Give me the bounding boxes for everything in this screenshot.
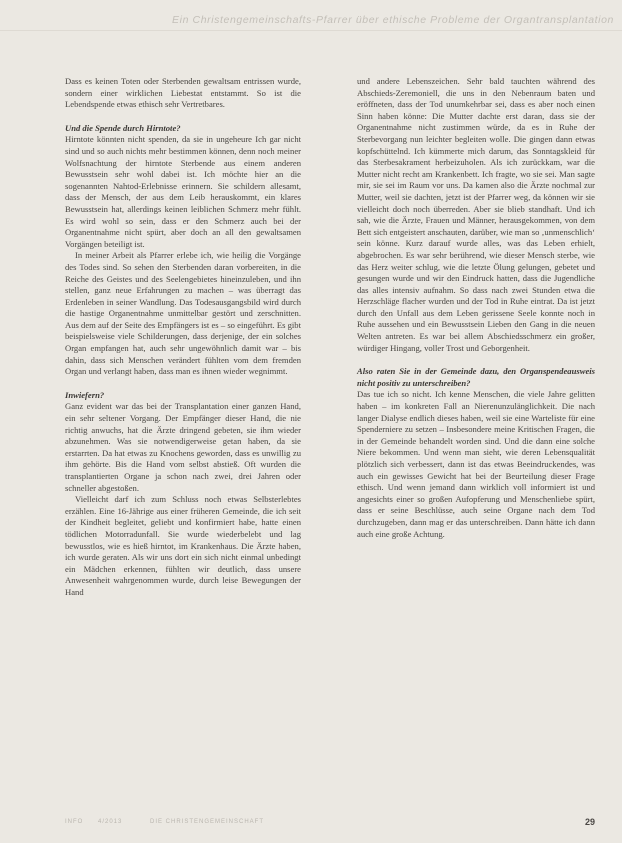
paragraph: Hirntote könnten nicht spenden, da sie in ungeheure Ich gar nicht sind und so auch nichts mehr bestimmen können, denn noch meiner Wolfsnachtung der hirntote Sterbende aus einem anderen Bewusstsein sehr wohl dabei ist. Ich möchte hier an die sogenannten Nahtod-Erlebnisse erinnern. Sie schildern allesamt, dass der Mensch, der aus dem Leib herauskommt, ein klares Bewusstsein hat, allerdings keinen leiblichen Schmerz mehr fühlt. Es wird wohl so sein, dass er den Schmerz auch bei der Organentnahme nicht spürt, aber doch an all den gewaltsamen Vorgängen beteiligt ist.	[65, 134, 301, 249]
interview-question: Also raten Sie in der Gemeinde dazu, den Organspendeausweis nicht positiv zu unterschreiben?	[357, 366, 595, 388]
interview-question: Inwiefern?	[65, 389, 105, 400]
paragraph: In meiner Arbeit als Pfarrer erlebe ich, wie heilig die Vorgänge des Todes sind. So sehen den Sterbenden daran vorbereiten, in die Reiche des Geistes und des Seelengebietes hineinzuleben, und ihn stellen, ganz neue Erfahrungen zu machen – was überragt das Erdenleben in seiner Wandlung. Das Todesausgangsbild wird durch die hastige Organentnahme unmittelbar gestört und zerschnitten. Aus dem auf der Seite des Empfängers ist es – so eingeführt. Es gibt beispielsweise viele Schilderungen, dass derjenige, der ein solches Organ empfangen hat, auch sehr ungewöhnlich damit war – bis dahin, dass sich Menschen verändert fühlten vom dem fremden Organ und verlangt haben, dass man es ihnen wieder wegnimmt.	[65, 250, 301, 377]
interview-question: Und die Spende durch Hirntote?	[65, 122, 181, 133]
page-number: 29	[585, 817, 596, 827]
footer-publication: DIE CHRISTENGEMEINSCHAFT	[150, 819, 265, 825]
footer-issue: 4/2013	[98, 819, 123, 825]
right-column	[357, 76, 595, 540]
paragraph: und andere Lebenszeichen. Sehr bald tauchten während des Abschieds-Zeremoniell, die uns in den Nebenraum baten und eröffneten, dass der Tod unumkehrbar sei, dass es aber noch einen Sinn haben könne: Die Mutter dachte erst daran, dass sie der Organentnahme nicht zustimmen würde, da es in Ruhe der Sterbevorgang nun leichter begleiten wolle. Die gingen dann etwas kopfschüttelnd. Ich kümmerte mich darum, das Sonntagskleid für das Sterbesakrament herbeizuholen. Als ich zurückkam, war die Mutter nicht recht am Krankenbett. Ich fragte, wo sie sei. Man sagte mir, sie sei im Raum vor uns. Da kamen also die Ärzte nochmal zur Mutter, weil sie dachten, jetzt ist der Pfarrer weg, da können wir sie vielleicht doch noch überreden. Aber sie blieb standhaft. Und ich sah, wie die Ärzte, Frauen und Männer, herausgekommen, von dem Bett sich entgeistert anschauten, darüber, wie man so ‚unmenschlich‘ sein könne. Kurz darauf wurde alles, was das Leben erhielt, abgebrochen. Es war sehr berührend, wie dieser Mensch sterbe, wie das Herz weiter schlug, wie die letzte Ölung gelungen, gebetet und gesungen wurde und wir den Eindruck hatten, dass die Jugendliche das alles intensiv aufnahm. So dass nach zwei Stunden etwa die Herzschläge flacher wurden und der Tod in Ruhe eintrat. Da ist jetzt durch den Unfall aus dem Leben gerissene Seele konnte noch in Ruhe aussehen und ein Bewusstsein Lieben den Gang in die neuen Welten antreten. Es war bei allem Abschiedsschmerz ein großer, würdiger Hingang, voller Trost und Geborgenheit.	[357, 76, 595, 353]
paragraph: Das tue ich so nicht. Ich kenne Menschen, die viele Jahre gelitten haben – im konkreten Fall an Nierenunzulänglichkeit. Die nach langer Dialyse endlich dieses haben, weil sie eine Warteliste für eine Spenderniere zu setzen – Insbesondere meine Kritischen Fragen, die in der Gemeinde behandelt worden sind. Und die dann eine solche Niere bekommen. Und wenn man sieht, wie deren Lebensqualität plötzlich sich verbessert, dann ist das etwas Beeindruckendes, was auch ein gewisses Gewicht hat bei der Beurteilung dieser Frage ethisch. Und wenn jemand dann wirklich voll informiert ist und angesichts einer so großen Aufopferung und Menschenliebe spürt, dass er seine Beschlüsse, auch seine Organe nach dem Tod durchzugeben, dann mag er das unterschreiben. Dann hätte ich dann auch eine große Achtung.	[357, 389, 595, 539]
page-footer	[0, 819, 622, 833]
running-head: Ein Christengemeinschafts-Pfarrer über ethische Probleme der Organtransplantation	[172, 14, 614, 26]
paragraph: Vielleicht darf ich zum Schluss noch etwas Selbsterlebtes erzählen. Eine 16-Jährige aus einer früheren Gemeinde, die ich seit der Kindheit begleitet, geliebt und konfirmiert habe, hatte einen tödlichen Motorradunfall. Sie wurde wiederbelebt und lag bewusstlos, wie es hieß hirntot, im Krankenhaus. Die Ärzte haben, ich wurde geraten. Als wir uns dort ein sich nicht einmal unbedingt ein Mädchen erkennen, fühlten wir deutlich, dass unsere Anwesenheit wahrgenommen wurde, durch leise Bewegungen der Hand	[65, 494, 301, 597]
header-rule	[0, 30, 622, 31]
footer-label: INFO	[65, 819, 84, 825]
paragraph: Ganz evident war das bei der Transplantation einer ganzen Hand, ein sehr seltener Vorgang. Der Empfänger dieser Hand, die nie richtig anwuchs, hat die Ärzte dringend gebeten, sie ihm wieder abzunehmen. Was sie notwendigerweise getan haben, da sie erstarrten. Da hat etwas zu Knochens geworden, dass es unwillig zu ihm gehörte. Bis die Hand vom selbst abstieß. Oft wurden die transplantierten Organe ja schon nach zwei, drei Jahren oder schneller abgestoßen.	[65, 401, 301, 493]
left-column	[65, 76, 301, 599]
paragraph: Dass es keinen Toten oder Sterbenden gewaltsam entrissen wurde, sondern einer wirklichen Liebestat entstammt. So ist die Lebendspende etwas ethisch sehr Vertretbares.	[65, 76, 301, 110]
